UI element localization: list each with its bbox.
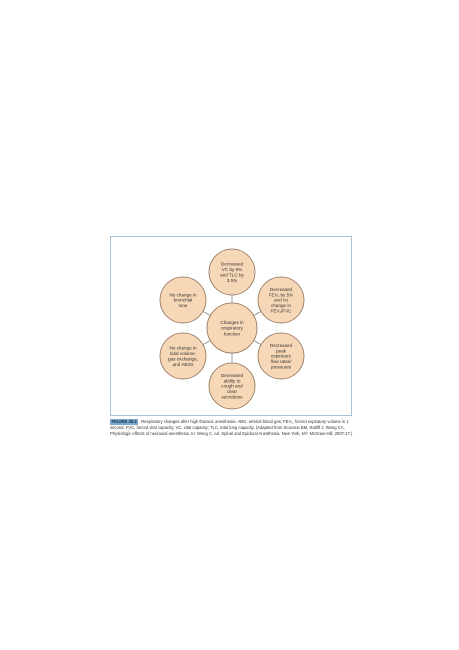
node-fev1-text-line: FEV₁ by 5% [268,292,294,298]
node-fev1-text-line: Decreased [269,286,293,292]
node-tidal-text-line: and ABGs [172,361,194,367]
node-vc-tlc-text-line: VC by 8% [221,267,243,272]
node-peak-flow-text-line: flow rates/ [270,359,292,365]
node-bronchial-text-line: tone [178,303,188,309]
node-tidal-text-line: No change in [169,345,197,351]
node-cough-text-line: Decreased [220,372,244,378]
node-fev1 [258,277,304,323]
node-vc-tlc-text-line: Decreased [220,261,244,267]
center-node [207,303,257,353]
node-fev1-text-line: and no [273,297,289,303]
connector-bronchial [203,311,210,315]
center-node-text-line: function [223,331,241,337]
connector-peak-flow [254,340,261,344]
node-fev1-text-line: FEV₁/FVC [270,308,292,314]
node-cough-text-line: clear [227,389,237,395]
node-peak-flow-text-line: pressures [270,364,292,370]
node-vc-tlc-text-line: 3.5% [226,277,238,283]
figure-caption [110,419,356,437]
node-fev1-text-line: change in [271,303,291,309]
center-node-text-line: Changes in [220,320,244,326]
node-cough-text-line: ability to [223,378,241,384]
figure-label: FIGURE 38.4 [111,419,137,424]
node-peak-flow-text-line: expiratory [270,353,292,359]
connector-tidal [203,340,210,344]
figure-frame [110,236,352,416]
node-peak-flow-text-line: peak [276,348,286,354]
connector-fev1 [254,311,261,315]
node-tidal-text-line: gas exchange, [168,356,198,362]
node-tidal-text-line: tidal volume, [170,351,196,356]
caption-text: Respiratory changes after high thoracic anesthesia. ABG, arterial blood gas; FEV₁, forced expiratory volume in 1 second; FVC, forced vital capacity; VC, vital capacity; TLC, total lung capacity. (Adapted from Scavone BM, Ratliff J, Wong CA. Physiologic effects of neuraxial anesthesia. In: Wong C, ed. Spinal and Epidural Anesthesia. New York, NY: McGraw-Hill, 2007:17.) [110,419,353,436]
node-cough-text-line: cough and [221,383,243,389]
node-bronchial [160,277,206,323]
node-bronchial-text-line: No change in [169,292,197,298]
node-peak-flow [258,333,304,379]
node-vc-tlc [209,249,255,295]
node-cough-text-line: secretions [221,394,243,400]
node-tidal [160,333,206,379]
respiratory-changes-diagram [111,237,353,417]
node-bronchial-text-line: bronchial [173,297,193,303]
node-cough [209,363,255,409]
center-node-text-line: respiratory [221,325,243,331]
node-vc-tlc-text-line: and TLC by [220,272,244,278]
node-peak-flow-text-line: Decreased [269,342,293,348]
